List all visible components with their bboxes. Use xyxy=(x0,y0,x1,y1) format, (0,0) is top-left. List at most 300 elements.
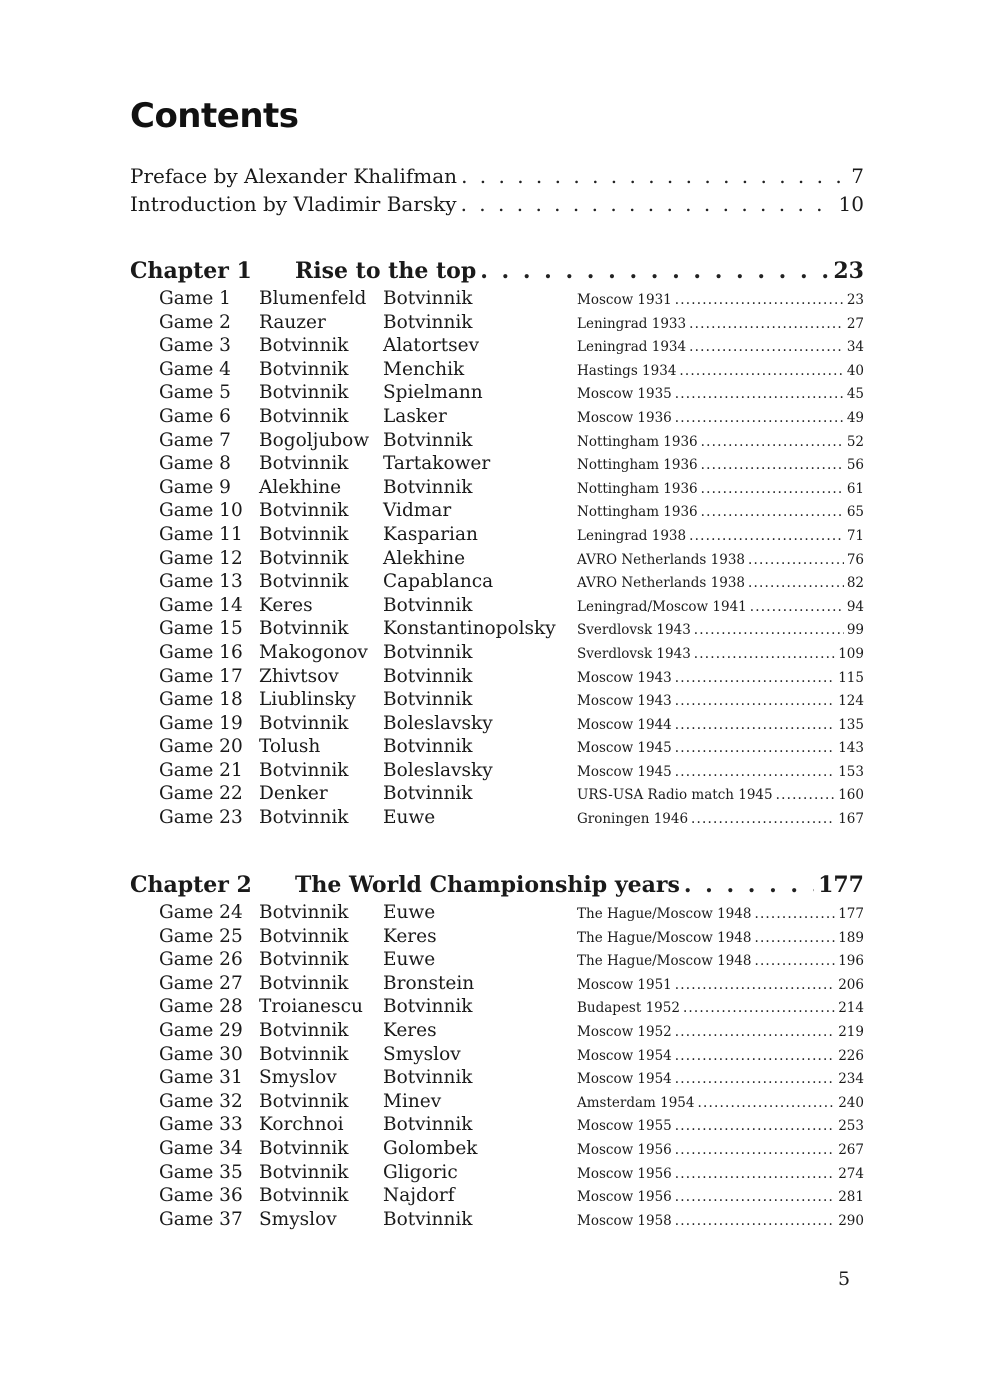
game-entry[interactable] xyxy=(130,926,864,950)
chapter-title: The World Championship years xyxy=(295,872,680,898)
game-number: Game 16 xyxy=(159,641,243,663)
game-number: Game 31 xyxy=(159,1067,243,1089)
game-entry[interactable] xyxy=(130,783,864,807)
venue-name: Moscow 1956 xyxy=(577,1189,672,1206)
black-player: Vidmar xyxy=(383,500,452,522)
game-entry[interactable] xyxy=(130,642,864,666)
game-entry[interactable] xyxy=(130,1020,864,1044)
venue-entry xyxy=(577,552,864,568)
leader-dots xyxy=(675,1118,835,1134)
game-entry[interactable] xyxy=(130,760,864,784)
leader-dots xyxy=(701,481,844,497)
game-number: Game 27 xyxy=(159,972,243,994)
venue-name: The Hague/Moscow 1948 xyxy=(577,953,752,970)
game-page: 40 xyxy=(846,362,864,379)
leader-dots xyxy=(683,1000,835,1016)
entry-page: 7 xyxy=(851,164,864,188)
leader-dots xyxy=(675,1071,835,1087)
venue-name: Nottingham 1936 xyxy=(577,433,698,450)
black-player: Botvinnik xyxy=(383,665,473,687)
venue-entry xyxy=(577,434,864,450)
front-matter-list xyxy=(130,164,864,220)
black-player: Botvinnik xyxy=(383,736,473,758)
venue-name: Hastings 1934 xyxy=(577,362,677,379)
game-number: Game 22 xyxy=(159,783,243,805)
game-page: 82 xyxy=(846,575,864,592)
white-player: Botvinnik xyxy=(259,453,349,475)
game-page: 45 xyxy=(846,386,864,403)
game-number: Game 35 xyxy=(159,1161,243,1183)
black-player: Euwe xyxy=(383,902,436,923)
game-page: 124 xyxy=(838,693,864,710)
venue-entry xyxy=(577,646,864,662)
leader-dots xyxy=(689,316,844,332)
black-player: Capablanca xyxy=(383,571,494,593)
venue-name: Moscow 1951 xyxy=(577,976,672,993)
white-player: Botvinnik xyxy=(259,972,349,994)
game-entry[interactable] xyxy=(130,618,864,642)
leader-dots xyxy=(748,575,844,591)
leader-dots xyxy=(750,599,844,615)
chapter-heading[interactable] xyxy=(130,258,864,290)
game-number: Game 1 xyxy=(159,288,231,309)
game-entry[interactable] xyxy=(130,666,864,690)
white-player: Botvinnik xyxy=(259,1090,349,1112)
venue-entry xyxy=(577,1189,864,1205)
leader-dots xyxy=(748,552,844,568)
game-page: 56 xyxy=(846,457,864,474)
leader-dots xyxy=(701,457,844,473)
game-list xyxy=(130,288,864,831)
leader-dots xyxy=(675,410,844,426)
game-list xyxy=(130,902,864,1232)
game-entry[interactable] xyxy=(130,453,864,477)
game-number: Game 12 xyxy=(159,547,243,569)
game-number: Game 26 xyxy=(159,949,243,971)
game-entry[interactable] xyxy=(130,1091,864,1115)
venue-entry xyxy=(577,811,864,827)
venue-entry xyxy=(577,1166,864,1182)
venue-name: Moscow 1954 xyxy=(577,1047,672,1064)
venue-name: Leningrad 1933 xyxy=(577,315,687,332)
venue-name: Moscow 1958 xyxy=(577,1212,672,1229)
leader-dots xyxy=(754,906,835,922)
leader-dots xyxy=(675,1166,835,1182)
white-player: Botvinnik xyxy=(259,1161,349,1183)
game-entry[interactable] xyxy=(130,430,864,454)
venue-name: Moscow 1943 xyxy=(577,693,672,710)
game-number: Game 20 xyxy=(159,736,243,758)
white-player: Korchnoi xyxy=(259,1114,344,1136)
venue-entry xyxy=(577,316,864,332)
game-number: Game 30 xyxy=(159,1043,243,1065)
chapter-label: Chapter 2 xyxy=(130,872,252,898)
black-player: Tartakower xyxy=(383,453,491,475)
game-page: 267 xyxy=(838,1141,864,1158)
game-number: Game 7 xyxy=(159,429,231,451)
white-player: Blumenfeld xyxy=(259,288,367,309)
game-entry[interactable] xyxy=(130,689,864,713)
black-player: Botvinnik xyxy=(383,996,473,1018)
game-page: 94 xyxy=(846,598,864,615)
entry-page: 10 xyxy=(838,192,864,216)
white-player: Botvinnik xyxy=(259,949,349,971)
venue-entry xyxy=(577,622,864,638)
white-player: Botvinnik xyxy=(259,712,349,734)
game-number: Game 9 xyxy=(159,476,231,498)
venue-name: URS-USA Radio match 1945 xyxy=(577,787,773,804)
white-player: Botvinnik xyxy=(259,547,349,569)
venue-entry xyxy=(577,599,864,615)
game-entry[interactable] xyxy=(130,1162,864,1186)
white-player: Botvinnik xyxy=(259,571,349,593)
black-player: Keres xyxy=(383,925,437,947)
black-player: Bronstein xyxy=(383,972,475,994)
venue-name: Moscow 1943 xyxy=(577,669,672,686)
game-number: Game 37 xyxy=(159,1208,243,1230)
leader-dots xyxy=(701,434,844,450)
game-page: 167 xyxy=(838,811,864,828)
white-player: Troianescu xyxy=(259,996,363,1018)
game-page: 135 xyxy=(838,716,864,733)
game-page: 27 xyxy=(846,315,864,332)
leader-dots xyxy=(675,670,835,686)
chapter-section xyxy=(130,872,864,1232)
venue-name: Budapest 1952 xyxy=(577,1000,680,1017)
venue-name: Sverdlovsk 1943 xyxy=(577,622,691,639)
front-matter-entry[interactable] xyxy=(130,164,864,192)
game-page: 177 xyxy=(838,906,864,922)
leader-dots xyxy=(691,811,835,827)
venue-entry xyxy=(577,1095,864,1111)
leader-dots xyxy=(461,192,835,216)
black-player: Kasparian xyxy=(383,523,478,545)
game-entry[interactable] xyxy=(130,477,864,501)
white-player: Liublinsky xyxy=(259,689,356,711)
venue-entry xyxy=(577,977,864,993)
venue-name: Moscow 1956 xyxy=(577,1141,672,1158)
game-entry[interactable] xyxy=(130,359,864,383)
game-page: 206 xyxy=(838,976,864,993)
black-player: Minev xyxy=(383,1090,442,1112)
leader-dots xyxy=(675,693,835,709)
black-player: Golombek xyxy=(383,1137,478,1159)
game-number: Game 15 xyxy=(159,618,243,640)
leader-dots xyxy=(675,1213,835,1229)
black-player: Konstantinopolsky xyxy=(383,618,556,640)
venue-entry xyxy=(577,575,864,591)
venue-entry xyxy=(577,410,864,426)
game-entry[interactable] xyxy=(130,736,864,760)
venue-name: AVRO Netherlands 1938 xyxy=(577,575,745,592)
white-player: Makogonov xyxy=(259,641,368,663)
black-player: Botvinnik xyxy=(383,783,473,805)
game-entry[interactable] xyxy=(130,996,864,1020)
venue-entry xyxy=(577,1048,864,1064)
venue-name: Moscow 1931 xyxy=(577,292,672,308)
leader-dots xyxy=(675,764,835,780)
black-player: Smyslov xyxy=(383,1043,461,1065)
venue-name: Moscow 1955 xyxy=(577,1118,672,1135)
white-player: Botvinnik xyxy=(259,358,349,380)
game-page: 189 xyxy=(838,929,864,946)
game-page: 253 xyxy=(838,1118,864,1135)
game-number: Game 5 xyxy=(159,382,231,404)
venue-entry xyxy=(577,1071,864,1087)
venue-entry xyxy=(577,386,864,402)
leader-dots xyxy=(754,930,835,946)
game-page: 274 xyxy=(838,1165,864,1182)
venue-name: The Hague/Moscow 1948 xyxy=(577,929,752,946)
white-player: Zhivtsov xyxy=(259,665,339,687)
venue-name: AVRO Netherlands 1938 xyxy=(577,551,745,568)
game-page: 214 xyxy=(838,1000,864,1017)
white-player: Botvinnik xyxy=(259,902,349,923)
leader-dots xyxy=(675,740,835,756)
black-player: Najdorf xyxy=(383,1185,455,1207)
white-player: Botvinnik xyxy=(259,1137,349,1159)
game-number: Game 21 xyxy=(159,759,243,781)
venue-entry xyxy=(577,457,864,473)
game-entry[interactable] xyxy=(130,1185,864,1209)
entry-label: Preface by Alexander Khalifman xyxy=(130,164,458,188)
chapter-heading[interactable] xyxy=(130,872,864,904)
leader-dots xyxy=(701,504,844,520)
game-page: 160 xyxy=(838,787,864,804)
game-number: Game 19 xyxy=(159,712,243,734)
game-page: 240 xyxy=(838,1094,864,1111)
game-entry[interactable] xyxy=(130,1138,864,1162)
page-title: Contents xyxy=(130,96,299,136)
white-player: Smyslov xyxy=(259,1067,337,1089)
black-player: Botvinnik xyxy=(383,476,473,498)
game-page: 153 xyxy=(838,763,864,780)
game-page: 115 xyxy=(838,669,864,686)
venue-entry xyxy=(577,1213,864,1229)
game-page: 99 xyxy=(846,622,864,639)
game-number: Game 36 xyxy=(159,1185,243,1207)
game-page: 76 xyxy=(846,551,864,568)
game-number: Game 6 xyxy=(159,405,231,427)
leader-dots xyxy=(675,1048,835,1064)
venue-entry xyxy=(577,930,864,946)
white-player: Botvinnik xyxy=(259,1185,349,1207)
white-player: Smyslov xyxy=(259,1208,337,1230)
game-page: 23 xyxy=(846,292,864,308)
game-number: Game 23 xyxy=(159,807,243,829)
leader-dots xyxy=(689,528,844,544)
game-entry[interactable] xyxy=(130,807,864,831)
game-number: Game 4 xyxy=(159,358,231,380)
leader-dots xyxy=(776,787,836,803)
game-entry[interactable] xyxy=(130,335,864,359)
leader-dots xyxy=(679,363,843,379)
black-player: Spielmann xyxy=(383,382,483,404)
venue-name: Moscow 1944 xyxy=(577,716,672,733)
venue-entry xyxy=(577,1118,864,1134)
game-entry[interactable] xyxy=(130,595,864,619)
venue-name: Nottingham 1936 xyxy=(577,457,698,474)
black-player: Euwe xyxy=(383,949,436,971)
white-player: Botvinnik xyxy=(259,523,349,545)
game-entry[interactable] xyxy=(130,949,864,973)
game-entry[interactable] xyxy=(130,548,864,572)
venue-entry xyxy=(577,740,864,756)
black-player: Botvinnik xyxy=(383,641,473,663)
venue-name: Leningrad 1938 xyxy=(577,527,687,544)
venue-name: Nottingham 1936 xyxy=(577,504,698,521)
venue-name: Moscow 1956 xyxy=(577,1165,672,1182)
game-entry[interactable] xyxy=(130,973,864,997)
game-page: 61 xyxy=(846,480,864,497)
black-player: Menchik xyxy=(383,358,465,380)
leader-dots xyxy=(675,1189,835,1205)
white-player: Tolush xyxy=(259,736,321,758)
venue-entry xyxy=(577,1024,864,1040)
leader-dots xyxy=(684,872,814,898)
venue-entry xyxy=(577,953,864,969)
chapter-page: 23 xyxy=(833,258,864,284)
game-page: 34 xyxy=(846,339,864,356)
page-number: 5 xyxy=(838,1268,851,1290)
white-player: Botvinnik xyxy=(259,925,349,947)
venue-entry xyxy=(577,1000,864,1016)
game-number: Game 33 xyxy=(159,1114,243,1136)
chapter-label: Chapter 1 xyxy=(130,258,252,284)
chapter-page: 177 xyxy=(818,872,864,898)
venue-name: Moscow 1952 xyxy=(577,1023,672,1040)
venue-name: Leningrad/Moscow 1941 xyxy=(577,598,747,615)
game-number: Game 32 xyxy=(159,1090,243,1112)
black-player: Boleslavsky xyxy=(383,712,493,734)
game-number: Game 17 xyxy=(159,665,243,687)
game-page: 49 xyxy=(846,409,864,426)
venue-name: Moscow 1936 xyxy=(577,409,672,426)
venue-name: Amsterdam 1954 xyxy=(577,1094,695,1111)
game-entry[interactable] xyxy=(130,1044,864,1068)
venue-name: Nottingham 1936 xyxy=(577,480,698,497)
game-entry[interactable] xyxy=(130,1209,864,1233)
venue-name: Moscow 1945 xyxy=(577,740,672,757)
black-player: Gligoric xyxy=(383,1161,458,1183)
leader-dots xyxy=(675,1024,835,1040)
black-player: Botvinnik xyxy=(383,689,473,711)
leader-dots xyxy=(675,292,844,308)
game-number: Game 28 xyxy=(159,996,243,1018)
game-entry[interactable] xyxy=(130,713,864,737)
leader-dots xyxy=(675,717,835,733)
game-entry[interactable] xyxy=(130,382,864,406)
white-player: Botvinnik xyxy=(259,759,349,781)
front-matter-entry[interactable] xyxy=(130,192,864,220)
game-page: 234 xyxy=(838,1071,864,1088)
chapter-section xyxy=(130,258,864,831)
white-player: Botvinnik xyxy=(259,405,349,427)
black-player: Botvinnik xyxy=(383,1067,473,1089)
venue-entry xyxy=(577,764,864,780)
game-page: 143 xyxy=(838,740,864,757)
white-player: Keres xyxy=(259,594,313,616)
leader-dots xyxy=(675,386,844,402)
venue-name: Moscow 1935 xyxy=(577,386,672,403)
black-player: Euwe xyxy=(383,807,436,829)
black-player: Botvinnik xyxy=(383,1114,473,1136)
game-entry[interactable] xyxy=(130,1114,864,1138)
venue-name: The Hague/Moscow 1948 xyxy=(577,906,752,922)
venue-name: Moscow 1945 xyxy=(577,763,672,780)
game-entry[interactable] xyxy=(130,1067,864,1091)
white-player: Botvinnik xyxy=(259,500,349,522)
leader-dots xyxy=(480,258,829,284)
game-page: 226 xyxy=(838,1047,864,1064)
leader-dots xyxy=(675,1142,835,1158)
venue-entry xyxy=(577,481,864,497)
game-number: Game 24 xyxy=(159,902,243,923)
game-number: Game 25 xyxy=(159,925,243,947)
game-page: 196 xyxy=(838,953,864,970)
black-player: Alatortsev xyxy=(383,335,480,357)
venue-entry xyxy=(577,717,864,733)
venue-entry xyxy=(577,292,864,308)
venue-entry xyxy=(577,693,864,709)
white-player: Denker xyxy=(259,783,328,805)
game-page: 219 xyxy=(838,1023,864,1040)
game-entry[interactable] xyxy=(130,406,864,430)
game-page: 71 xyxy=(846,527,864,544)
game-number: Game 10 xyxy=(159,500,243,522)
venue-entry xyxy=(577,787,864,803)
leader-dots xyxy=(689,339,844,355)
game-entry[interactable] xyxy=(130,902,864,926)
venue-name: Sverdlovsk 1943 xyxy=(577,645,691,662)
game-number: Game 3 xyxy=(159,335,231,357)
white-player: Bogoljubow xyxy=(259,429,370,451)
game-number: Game 2 xyxy=(159,311,231,333)
game-entry[interactable] xyxy=(130,312,864,336)
venue-name: Moscow 1954 xyxy=(577,1071,672,1088)
white-player: Botvinnik xyxy=(259,1043,349,1065)
white-player: Botvinnik xyxy=(259,1019,349,1041)
leader-dots xyxy=(694,622,844,638)
white-player: Botvinnik xyxy=(259,807,349,829)
leader-dots xyxy=(461,164,847,188)
venue-entry xyxy=(577,906,864,922)
game-number: Game 18 xyxy=(159,689,243,711)
white-player: Botvinnik xyxy=(259,335,349,357)
black-player: Botvinnik xyxy=(383,288,473,309)
white-player: Botvinnik xyxy=(259,618,349,640)
black-player: Botvinnik xyxy=(383,311,473,333)
game-entry[interactable] xyxy=(130,571,864,595)
game-entry[interactable] xyxy=(130,524,864,548)
white-player: Rauzer xyxy=(259,311,326,333)
chapter-title: Rise to the top xyxy=(295,258,477,284)
game-entry[interactable] xyxy=(130,500,864,524)
venue-entry xyxy=(577,528,864,544)
game-page: 290 xyxy=(838,1212,864,1229)
venue-name: Leningrad 1934 xyxy=(577,339,687,356)
game-page: 109 xyxy=(838,645,864,662)
game-number: Game 13 xyxy=(159,571,243,593)
game-number: Game 11 xyxy=(159,523,243,545)
game-entry[interactable] xyxy=(130,288,864,312)
game-number: Game 8 xyxy=(159,453,231,475)
game-page: 52 xyxy=(846,433,864,450)
black-player: Botvinnik xyxy=(383,1208,473,1230)
venue-entry xyxy=(577,670,864,686)
black-player: Botvinnik xyxy=(383,594,473,616)
venue-name: Groningen 1946 xyxy=(577,811,689,828)
